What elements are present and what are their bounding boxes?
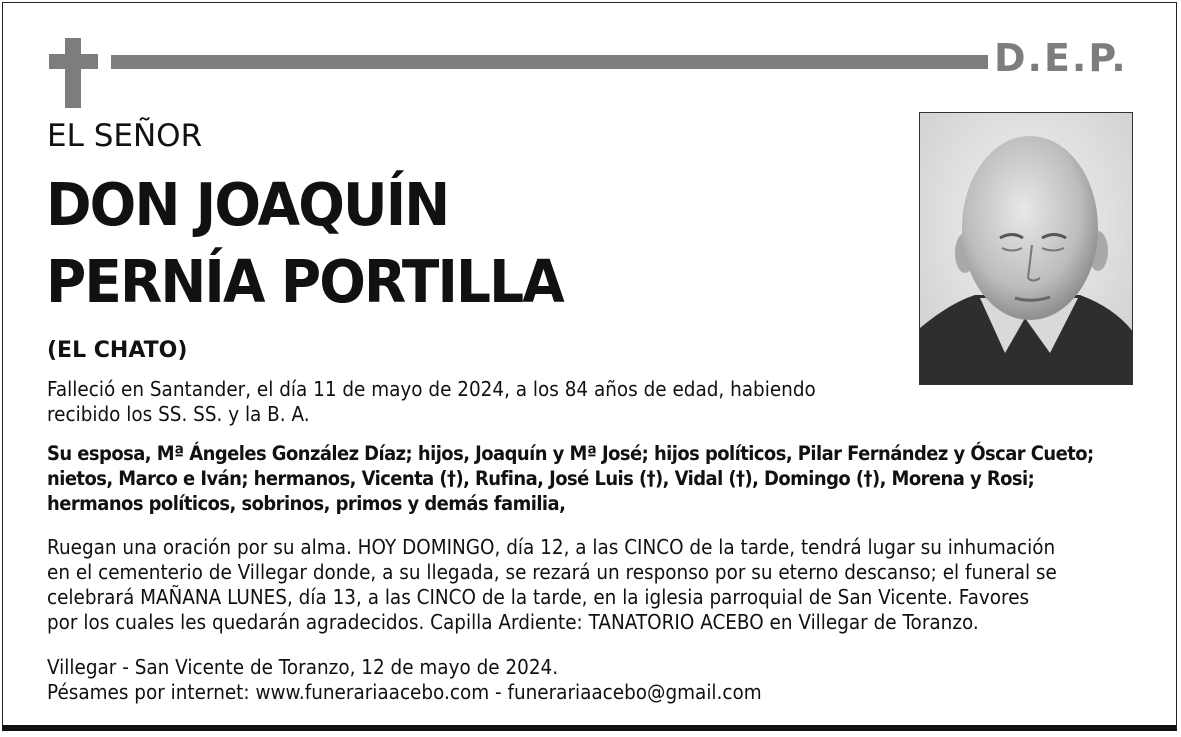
death-notice xyxy=(47,377,847,427)
family-line: hermanos políticos, sobrinos, primos y demás familia, xyxy=(47,492,566,515)
condolences-line: Pésames por internet: www.funerariaacebo.com - funerariaacebo@gmail.com xyxy=(47,680,762,704)
death-notice-line: Falleció en Santander, el día 11 de mayo de 2024, a los 84 años de edad, habiendo xyxy=(47,377,816,401)
ceremony-line: Ruegan una oración por su alma. HOY DOMINGO, día 12, a las CINCO de la tarde, tendrá lugar su inhumación xyxy=(47,535,1056,559)
portrait-image xyxy=(920,113,1133,385)
nickname: (EL CHATO) xyxy=(47,338,188,363)
family-line: nietos, Marco e Iván; hermanos, Vicenta (†), Rufina, José Luis (†), Vidal (†), Domingo (†), Morena y Rosi; xyxy=(47,467,1035,490)
family-line: Su esposa, Mª Ángeles González Díaz; hijos, Joaquín y Mª José; hijos políticos, Pilar Fernández y Óscar Cueto; xyxy=(47,442,1094,465)
closing xyxy=(47,655,875,705)
cross-icon-bar xyxy=(49,54,98,69)
name-line-1: DON JOAQUÍN xyxy=(46,170,449,239)
name-line-2: PERNÍA PORTILLA xyxy=(46,247,563,316)
ceremony-line: por los cuales les quedarán agradecidos. Capilla Ardiente: TANATORIO ACEBO en Villegar de Toranzo. xyxy=(47,610,979,634)
place-date: Villegar - San Vicente de Toranzo, 12 de mayo de 2024. xyxy=(47,655,559,679)
ceremony-line: en el cementerio de Villegar donde, a su llegada, se rezará un responso por su eterno descanso; el funeral se xyxy=(47,560,1057,584)
deceased-name xyxy=(46,166,563,320)
ceremony-line: celebrará MAÑANA LUNES, día 13, a las CINCO de la tarde, en la iglesia parroquial de San Vicente. Favores xyxy=(47,585,1030,609)
title-prefix: EL SEÑOR xyxy=(47,118,203,154)
header-rule xyxy=(111,55,988,69)
portrait-photo xyxy=(919,112,1133,385)
cross-icon xyxy=(65,38,81,108)
family-list xyxy=(47,441,1105,516)
dep-label: D.E.P. xyxy=(994,36,1128,80)
death-notice-line: recibido los SS. SS. y la B. A. xyxy=(47,402,310,426)
ceremony-details xyxy=(47,535,1127,635)
